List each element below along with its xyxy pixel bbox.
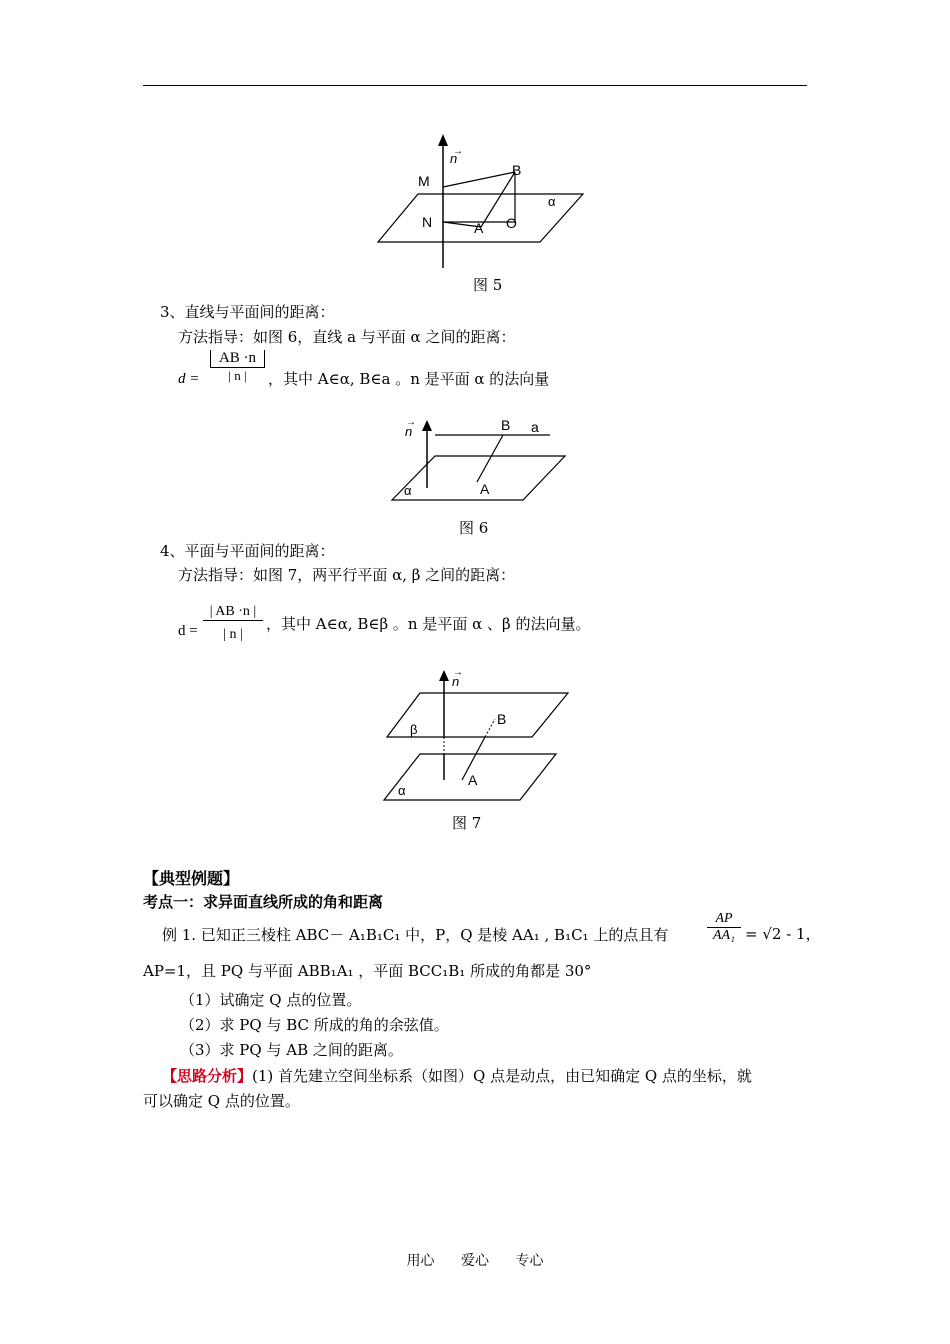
figure-5-caption: 图 5 xyxy=(473,276,503,294)
section-3-formula-rest: ，其中 A∈α, B∈a 。n 是平面 α 的法向量 xyxy=(268,370,550,388)
fig7-a-label: A xyxy=(468,772,478,788)
svg-text:→: → xyxy=(406,417,416,428)
svg-text:→: → xyxy=(453,667,463,678)
example-1-question-3: （3）求 PQ 与 AB 之间的距离。 xyxy=(180,1041,403,1059)
figure-7 xyxy=(380,662,575,811)
section-4-formula-fraction xyxy=(203,604,263,643)
section-4-formula-denominator: | n | xyxy=(223,627,243,642)
example-1-rhs: = √2 - 1， xyxy=(745,925,821,943)
fig7-beta-label: β xyxy=(410,722,418,737)
fig5-m-label: M xyxy=(418,173,430,189)
figure-7-caption: 图 7 xyxy=(452,814,482,832)
example-1-question-2: （2）求 PQ 与 BC 所成的角的余弦值。 xyxy=(180,1016,449,1034)
section-4-formula-rest: ，其中 A∈α, B∈β 。n 是平面 α 、β 的法向量。 xyxy=(266,615,591,633)
fig5-n-point-label: N xyxy=(422,214,433,230)
example-1-line-1: 例 1. 已知正三棱柱 ABC－ A₁B₁C₁ 中，P，Q 是棱 AA₁ , B₁C₁ 上的点且有 xyxy=(162,926,669,944)
fig7-b-label: B xyxy=(497,711,507,727)
fig7-alpha-label: α xyxy=(398,783,406,798)
analysis-tag: 【思路分析】 xyxy=(162,1067,253,1085)
example-1-fraction-numerator: AP xyxy=(707,911,741,928)
example-1-line-2: AP=1，且 PQ 与平面 ABB₁A₁ ，平面 BCC₁B₁ 所成的角都是 30° xyxy=(143,962,592,980)
fig5-alpha-label: α xyxy=(548,194,556,209)
section-4-method: 方法指导：如图 7，两平行平面 α, β 之间的距离： xyxy=(178,566,516,584)
analysis-line-1 xyxy=(162,1066,752,1086)
fig6-n-label: n xyxy=(405,424,413,439)
figure-6-caption: 图 6 xyxy=(459,519,489,537)
fig6-a-label: A xyxy=(480,481,490,497)
fig5-a-label: A xyxy=(474,220,484,236)
section-4-formula-lhs: d = xyxy=(178,623,198,639)
section-3-title: 3、直线与平面间的距离： xyxy=(160,303,335,321)
section-3-formula-lhs: d = xyxy=(178,371,200,387)
section-4-title: 4、平面与平面间的距离： xyxy=(160,542,335,560)
section-3-formula-denominator: | n | xyxy=(228,368,247,383)
fig6-b-label: B xyxy=(501,417,511,433)
page-footer: 用心 爱心 专心 xyxy=(406,1253,544,1269)
section-4-formula-numerator: | AB ·n | xyxy=(203,604,263,621)
section-3-formula-fraction xyxy=(210,350,265,384)
example-1-fraction-denominator: AA₁ xyxy=(713,928,735,943)
analysis-text: (1) 首先建立空间坐标系（如图）Q 点是动点，由已知确定 Q 点的坐标，就 xyxy=(252,1067,752,1085)
figure-6 xyxy=(385,412,575,511)
fig5-n-label: n xyxy=(450,151,458,166)
examples-heading: 【典型例题】 xyxy=(143,869,240,888)
header-rule xyxy=(143,85,807,86)
svg-text:→: → xyxy=(453,146,463,157)
example-1-fraction xyxy=(707,911,741,944)
analysis-line-2: 可以确定 Q 点的位置。 xyxy=(143,1092,300,1110)
fig5-o-label: O xyxy=(506,215,517,231)
section-3-method: 方法指导：如图 6，直线 a 与平面 α 之间的距离： xyxy=(178,328,516,346)
examples-point-1: 考点一：求异面直线所成的角和距离 xyxy=(143,893,384,911)
example-1-question-1: （1）试确定 Q 点的位置。 xyxy=(180,991,362,1009)
figure-5 xyxy=(370,130,590,279)
fig6-a-line-label: a xyxy=(531,419,539,435)
section-3-formula-numerator: AB ·n xyxy=(210,350,265,368)
fig5-b-label: B xyxy=(512,162,522,178)
fig6-alpha-label: α xyxy=(404,483,412,498)
fig7-n-label: n xyxy=(452,674,460,689)
